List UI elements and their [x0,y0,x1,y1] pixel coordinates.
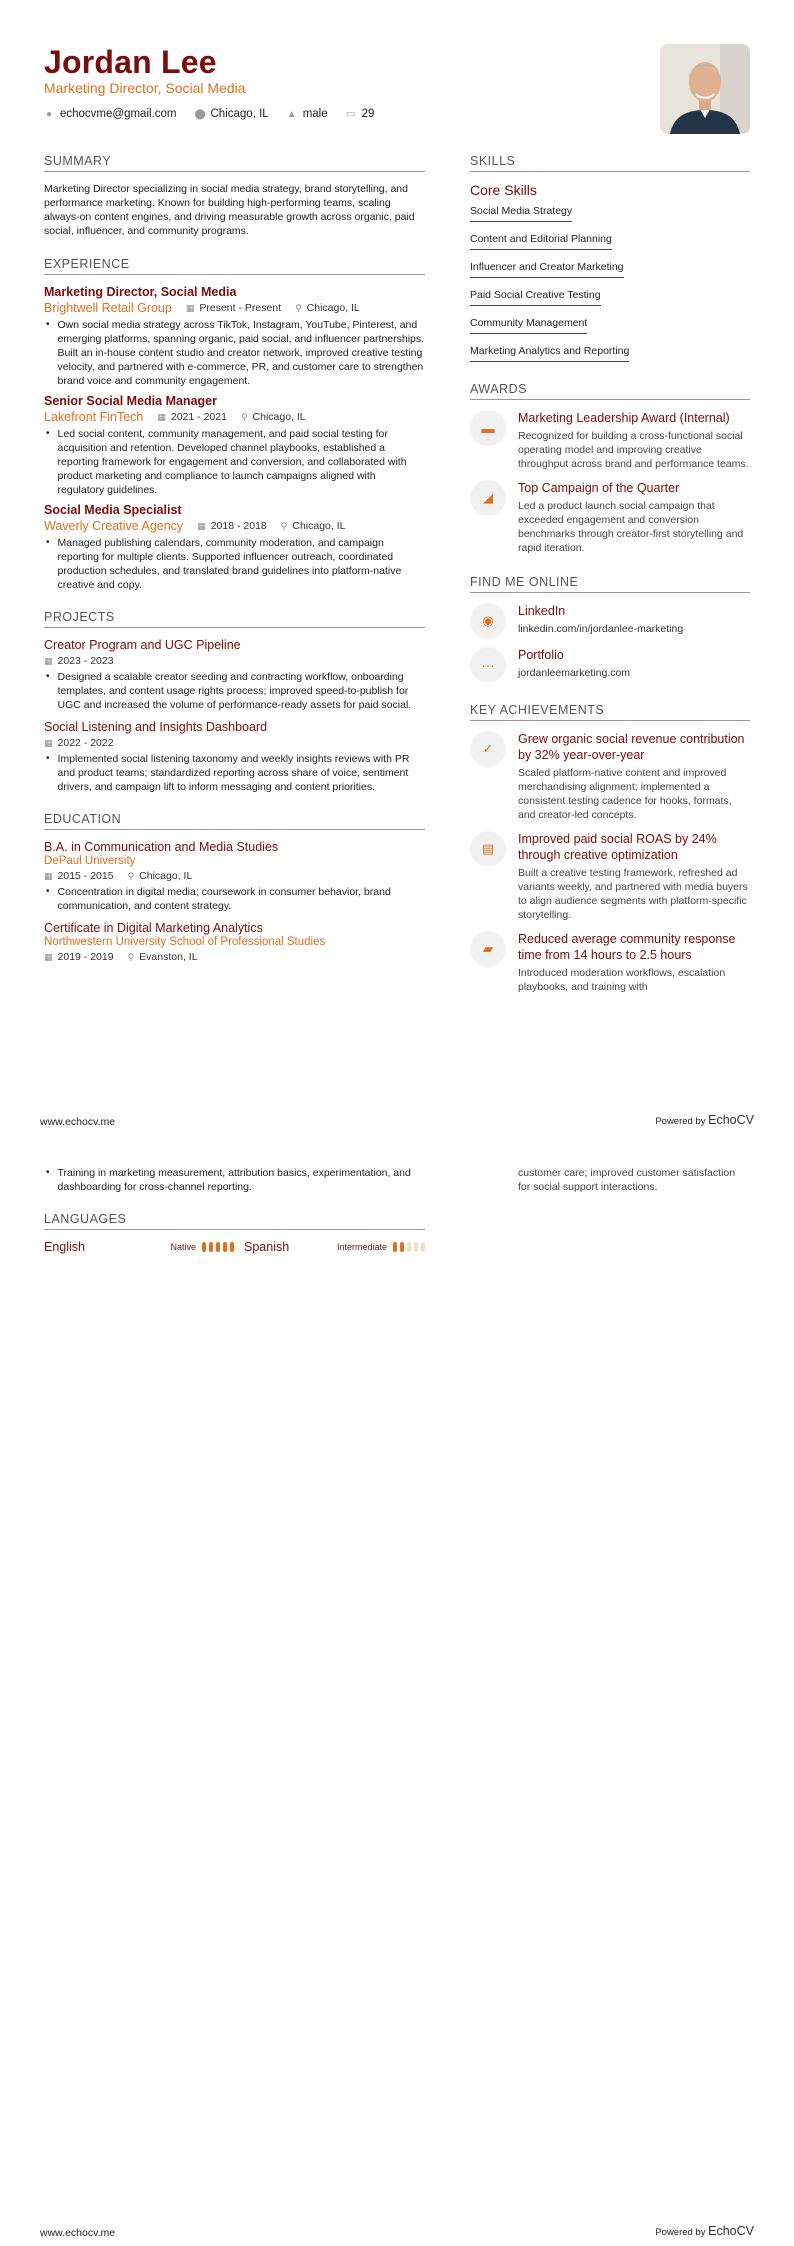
achievement-entry [470,831,750,922]
achievement-title: Improved paid social ROAS by 24% through creative optimization [518,832,717,862]
project-entry [44,638,425,712]
calendar-icon: ▦ [197,520,206,531]
job-location: ⚲ Chicago, IL [295,302,360,314]
language-name: Spanish [244,1240,290,1254]
job-title: Marketing Director, Social Media [44,285,237,299]
summary-heading: SUMMARY [44,154,425,172]
award-entry [470,410,750,471]
calendar-icon: ▦ [185,302,195,313]
award-entry [470,480,750,555]
level-bar-filled [223,1242,227,1252]
education-entry [44,840,425,913]
calendar-icon: ▦ [44,655,53,666]
id-card-icon: ▬ [470,410,506,446]
online-link-portfolio[interactable] [470,647,750,683]
location-pin-icon: ⬤ [194,108,206,120]
level-bar-filled [202,1242,206,1252]
skills-group-title: Core Skills [470,182,537,198]
project-title: Creator Program and UGC Pipeline [44,638,241,652]
summary-text: Marketing Director specializing in social media strategy, brand storytelling, and performance marketing. Known for building high-performing teams, scaling always-on content engines, and driving measurable growth across organic, paid social, influencer, and community programs. [44,183,415,237]
location-pin-icon: ⚲ [127,870,135,881]
award-description: Led a product launch social campaign that exceeded engagement and conversion benchmarks through creator-first storytelling and rapid iteration. [518,500,744,554]
job-bullet: • Led social content, community management, and paid social testing for acquisition and retention. Developed channel playbooks, established a reporting framework for engagement and conversion, and collaborated with product marketing and compliance to launch campaigns aligned with regulatory guidelines. [46,428,407,496]
footer-site-link[interactable]: www.echocv.me [40,1116,116,1128]
achievements-heading: KEY ACHIEVEMENTS [470,703,750,721]
school-name: Northwestern University School of Professional Studies [44,936,326,948]
education-bullet: • Concentration in digital media; coursework in consumer behavior, brand communication, and content strategy. [46,886,391,912]
calendar-icon: ▦ [44,870,53,881]
job-company: Brightwell Retail Group [44,301,172,315]
projects-heading: PROJECTS [44,610,425,628]
contact-email[interactable] [44,108,177,120]
job-entry [44,394,425,497]
education-bullet: • Training in marketing measurement, attribution basics, experimentation, and dashboarding for cross-channel reporting. [46,1167,411,1193]
right-column-page-1 [470,154,750,994]
calendar-icon: ▦ [44,951,53,962]
education-dates: ▦ 2019 - 2019 [44,951,114,963]
contact-location-text: Chicago, IL [210,108,269,120]
languages-heading: LANGUAGES [44,1212,425,1230]
footer-site-link[interactable]: www.echocv.me [40,2227,116,2239]
achievement-title: Grew organic social revenue contribution by 32% year-over-year [518,732,745,762]
candidate-name: Jordan Lee [44,44,217,80]
calendar-icon: ▭ [345,108,356,120]
powered-by-prefix: Powered by [655,1116,706,1127]
chat-bubble-icon: ▰ [470,931,506,967]
language-entry [44,1240,234,1254]
achievement-entry [470,731,750,822]
email-icon: ● [45,108,53,120]
education-meta [44,870,425,882]
level-bar-empty [407,1242,411,1252]
job-dates: ▦ 2018 - 2018 [197,520,267,532]
job-entry [44,503,425,592]
location-pin-icon: ⚲ [127,951,135,962]
footer-powered-by[interactable] [655,2224,754,2238]
calendar-icon: ▦ [157,411,166,422]
level-bar-filled [393,1242,397,1252]
project-bullet: • Designed a scalable creator seeding and contracting workflow, onboarding templates, and content usage rights process; improved speed-to-publish for UGC and increased the volume of performance-ready assets for paid social. [46,671,412,711]
online-link-url[interactable]: jordanleemarketing.com [518,667,631,679]
person-icon: ▲ [286,108,297,120]
candidate-title: Marketing Director, Social Media [44,80,246,96]
left-column-page-1 [44,154,425,963]
job-entry [44,285,425,388]
skill-item: Content and Editorial Planning [470,230,612,250]
project-bullet: • Implemented social listening taxonomy and weekly insights reviews with PR and product teams; standardized reporting across share of voice, sentiment drivers, and campaign lift to inform messaging and content priorities. [46,753,410,793]
achievement-description: Built a creative testing framework, refreshed ad variants weekly, and partnered with media buyers to align audience segments with platform-specific storytelling. [518,867,748,921]
contact-email-text: echocvme@gmail.com [60,108,177,120]
powered-by-prefix: Powered by [655,2227,706,2238]
online-heading: FIND ME ONLINE [470,575,750,593]
level-bar-empty [414,1242,418,1252]
right-column-page-2 [470,1166,750,1194]
achievement-title: Reduced average community response time from 14 hours to 2.5 hours [518,932,736,962]
contact-bar [44,108,374,120]
footer-powered-by[interactable] [655,1113,754,1127]
skills-list [470,201,750,362]
education-entry [44,921,425,963]
languages-list [44,1240,425,1254]
job-company: Waverly Creative Agency [44,519,184,533]
language-level: Intermediate [336,1242,387,1252]
contact-gender [287,108,328,120]
check-badge-icon: ✓ [470,731,506,767]
calendar-icon: ▦ [44,737,53,748]
online-link-linkedin[interactable] [470,603,750,639]
online-link-url[interactable]: linkedin.com/in/jordanlee-marketing [518,623,684,635]
job-location: ⚲ Chicago, IL [240,411,306,423]
project-entry [44,720,425,794]
job-title: Senior Social Media Manager [44,394,217,408]
job-meta [44,519,425,533]
education-heading: EDUCATION [44,812,425,830]
degree-title: B.A. in Communication and Media Studies [44,840,279,854]
language-entry [234,1240,425,1254]
skill-item: Community Management [470,314,587,334]
linkedin-icon: ◉ [470,603,506,639]
megaphone-icon: ◢ [470,480,506,516]
project-title: Social Listening and Insights Dashboard [44,720,268,734]
education-location: ⚲ Evanston, IL [127,951,198,963]
award-title: Top Campaign of the Quarter [518,481,680,495]
contact-age [346,108,375,120]
job-meta [44,410,425,424]
location-pin-icon: ⚲ [280,520,288,531]
location-pin-icon: ⚲ [240,411,248,422]
job-location: ⚲ Chicago, IL [280,520,346,532]
school-name: DePaul University [44,855,136,867]
job-dates: ▦ 2021 - 2021 [157,411,227,423]
language-name: English [44,1240,85,1254]
job-title: Social Media Specialist [44,503,182,517]
skill-item: Influencer and Creator Marketing [470,258,624,278]
language-level-bars [393,1242,425,1252]
left-column-page-2 [44,1166,425,1254]
level-bar-filled [209,1242,213,1252]
project-dates: ▦ 2022 - 2022 [44,737,114,749]
powered-by-brand: EchoCV [708,1113,754,1127]
skill-item: Social Media Strategy [470,202,572,222]
achievement-description: Introduced moderation workflows, escalation playbooks, and training with [518,967,726,993]
job-bullet: • Own social media strategy across TikTok, Instagram, YouTube, Pinterest, and emerging platforms, spanning organic, paid social, and influencer partnerships. Built an in-house content studio and creator network, improved creative testing velocity, and partnered with e-commerce, PR, and customer care to strengthen brand voice and community engagement. [46,319,425,387]
award-description: Recognized for building a cross-functional social operating model and improving creative throughput across brand and performance teams. [518,430,749,470]
ellipsis-icon: ··· [470,647,506,683]
skills-heading: SKILLS [470,154,750,172]
job-dates: ▦ Present - Present [185,302,282,314]
profile-photo [660,44,750,134]
powered-by-brand: EchoCV [708,2224,754,2238]
experience-heading: EXPERIENCE [44,257,425,275]
language-level-bars [202,1242,234,1252]
job-company: Lakefront FinTech [44,410,144,424]
skill-item: Marketing Analytics and Reporting [470,342,629,362]
location-pin-icon: ⚲ [295,302,302,313]
skill-item: Paid Social Creative Testing [470,286,601,306]
awards-heading: AWARDS [470,382,750,400]
award-title: Marketing Leadership Award (Internal) [518,411,730,425]
online-link-title[interactable]: Portfolio [518,648,564,662]
contact-gender-text: male [302,108,328,120]
project-dates: ▦ 2023 - 2023 [44,655,114,667]
level-bar-filled [400,1242,404,1252]
achievement-description-continued: customer care; improved customer satisfaction for social support interactions. [518,1167,736,1193]
job-meta [44,301,425,315]
achievement-entry [470,931,750,994]
contact-age-text: 29 [361,108,375,120]
education-location: ⚲ Chicago, IL [127,870,193,882]
language-level: Native [170,1242,196,1252]
achievement-description: Scaled platform-native content and improved merchandising alignment; implemented a consistent testing cadence for hooks, formats, and creator-led concepts. [518,767,732,821]
resume-page-2 [0,1130,794,2246]
contact-location [195,108,269,120]
job-bullet: • Managed publishing calendars, community moderation, and campaign reporting for multiple clients. Supported influencer outreach, coordinated production schedules, and translated brand guidelines into platform-native creative and copy. [46,537,402,591]
level-bar-empty [421,1242,425,1252]
education-dates: ▦ 2015 - 2015 [44,870,114,882]
level-bar-filled [216,1242,220,1252]
online-link-title[interactable]: LinkedIn [518,604,566,618]
document-chart-icon: ▤ [470,831,506,867]
education-meta [44,951,425,963]
degree-title: Certificate in Digital Marketing Analytics [44,921,263,935]
